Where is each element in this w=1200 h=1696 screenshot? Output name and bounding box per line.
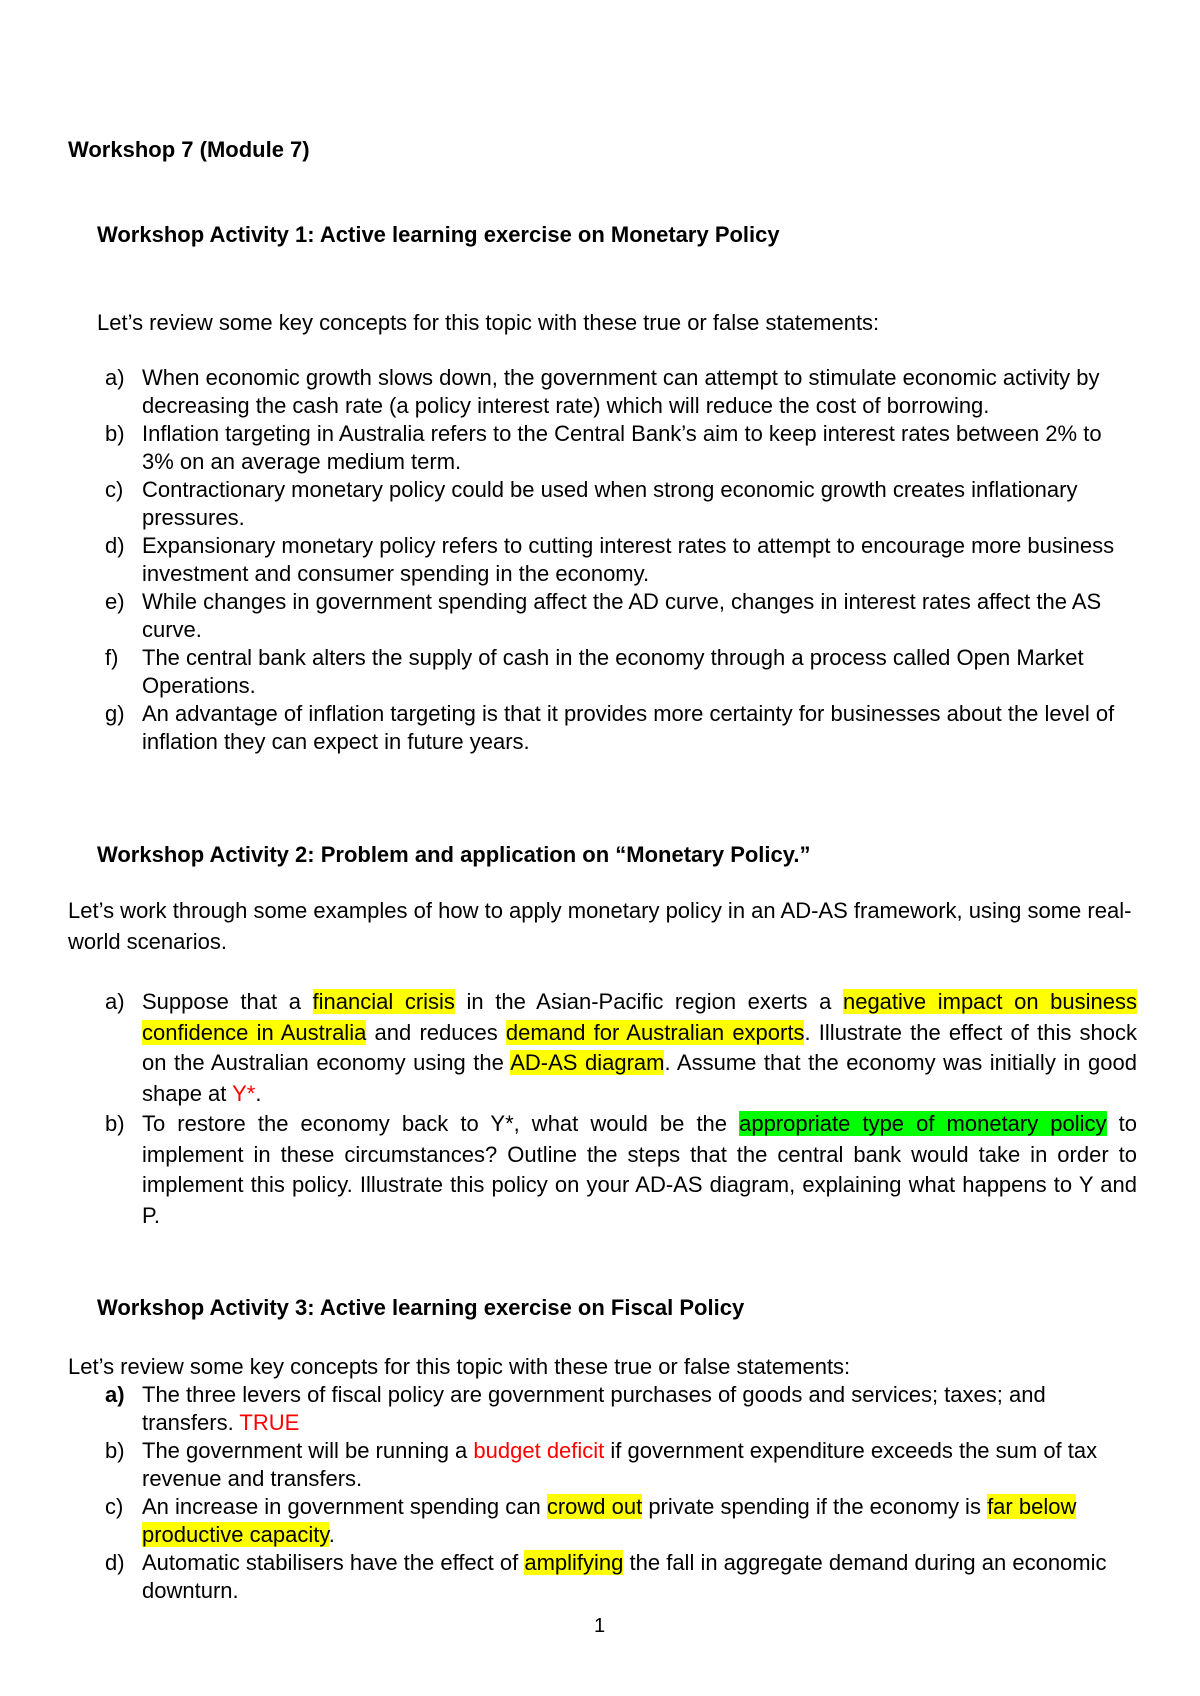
answer-text: TRUE <box>239 1410 300 1435</box>
activity-2-heading: Workshop Activity 2: Problem and application on “Monetary Policy.” <box>97 842 811 867</box>
item-text: to implement in these circumstances? Outline the steps that the central bank would take in order to implement this policy. Illustrate this policy on your AD-AS diagram, explaining what happens to Y and P. <box>142 1111 1137 1228</box>
item-text: private spending if the economy is <box>642 1494 988 1519</box>
item-marker: d) <box>105 533 125 558</box>
list-item <box>97 1493 1137 1549</box>
item-marker: a) <box>105 1382 125 1407</box>
list-item <box>97 420 1137 476</box>
highlighted-text: appropriate type of monetary policy <box>739 1111 1107 1136</box>
item-marker: b) <box>105 421 125 446</box>
item-text: Expansionary monetary policy refers to cutting interest rates to attempt to encourage more business investment and consumer spending in the economy. <box>142 533 1115 586</box>
highlighted-text: far below productive capacity <box>142 1494 1077 1547</box>
item-text: An increase in government spending can <box>142 1494 547 1519</box>
item-text: The government will be running a <box>142 1438 474 1463</box>
answer-text: Y* <box>232 1080 256 1106</box>
item-marker: b) <box>105 1111 125 1136</box>
document-title: Workshop 7 (Module 7) <box>68 137 310 162</box>
highlighted-text: demand for Australian exports <box>505 1019 805 1045</box>
item-marker: g) <box>105 701 125 726</box>
list-item <box>97 1109 1137 1231</box>
list-item <box>97 644 1137 700</box>
list-item <box>97 700 1137 756</box>
highlighted-text: negative impact on business confidence in Australia <box>142 989 1137 1045</box>
item-text: Suppose that a <box>142 989 313 1014</box>
list-item <box>97 532 1137 588</box>
item-text: and reduces <box>366 1019 506 1045</box>
item-text: To restore the economy back to Y*, what would be the <box>142 1111 740 1136</box>
item-text: . <box>328 1522 335 1547</box>
item-text: . Assume that the economy was initially in good shape at <box>142 1050 1137 1106</box>
list-item <box>97 1549 1137 1605</box>
item-marker: a) <box>105 989 125 1014</box>
item-text: in the Asian-Pacific region exerts a <box>454 989 843 1014</box>
item-text: The three levers of fiscal policy are government purchases of goods and services; taxes; and transfers. <box>142 1382 1046 1435</box>
item-text: While changes in government spending affect the AD curve, changes in interest rates affect the AS curve. <box>142 589 1102 642</box>
item-text: When economic growth slows down, the government can attempt to stimulate economic activity by decreasing the cash rate (a policy interest rate) which will reduce the cost of borrowing. <box>142 365 1100 418</box>
activity-1-intro: Let’s review some key concepts for this topic with these true or false statements: <box>97 310 880 335</box>
page-number: 1 <box>594 1615 606 1637</box>
list-item <box>97 364 1137 420</box>
list-item <box>97 1381 1137 1437</box>
activity-3-statements <box>97 1381 1137 1605</box>
activity-3-intro: Let’s review some key concepts for this topic with these true or false statements: <box>68 1354 851 1379</box>
highlighted-text: AD-AS diagram <box>510 1050 665 1075</box>
item-marker: d) <box>105 1550 125 1575</box>
activity-1-heading: Workshop Activity 1: Active learning exercise on Monetary Policy <box>97 222 780 247</box>
highlighted-text: financial crisis <box>312 989 455 1014</box>
item-marker: a) <box>105 365 125 390</box>
list-item <box>97 588 1137 644</box>
item-marker: b) <box>105 1438 125 1463</box>
item-marker: c) <box>105 477 124 502</box>
item-text: Contractionary monetary policy could be used when strong economic growth creates inflationary pressures. <box>142 477 1078 530</box>
answer-text: budget deficit <box>473 1438 605 1463</box>
activity-2-intro: Let’s work through some examples of how to apply monetary policy in an AD-AS framework, using some real-world scenarios. <box>68 898 1132 954</box>
highlighted-text: amplifying <box>524 1550 624 1575</box>
item-text: if government expenditure exceeds the sum of tax revenue and transfers. <box>142 1438 1098 1491</box>
item-text: An advantage of inflation targeting is that it provides more certainty for businesses about the level of inflation they can expect in future years. <box>142 701 1115 754</box>
item-marker: f) <box>105 645 119 670</box>
item-text: The central bank alters the supply of cash in the economy through a process called Open Market Operations. <box>142 645 1084 698</box>
activity-3-heading: Workshop Activity 3: Active learning exercise on Fiscal Policy <box>97 1295 745 1320</box>
item-text: . Illustrate the effect of this shock on the Australian economy using the <box>142 1019 1138 1075</box>
highlighted-text: crowd out <box>546 1494 643 1519</box>
item-marker: e) <box>105 589 125 614</box>
list-item <box>97 476 1137 532</box>
item-text: the fall in aggregate demand during an economic downturn. <box>142 1550 1107 1603</box>
item-text: . <box>255 1080 262 1106</box>
activity-2-questions <box>97 987 1137 1231</box>
item-text: Inflation targeting in Australia refers to the Central Bank’s aim to keep interest rates between 2% to 3% on an average medium term. <box>142 421 1102 474</box>
item-marker: c) <box>105 1494 124 1519</box>
list-item <box>97 1437 1137 1493</box>
list-item <box>97 987 1137 1109</box>
activity-1-statements <box>97 364 1137 756</box>
item-text: Automatic stabilisers have the effect of <box>142 1550 525 1575</box>
